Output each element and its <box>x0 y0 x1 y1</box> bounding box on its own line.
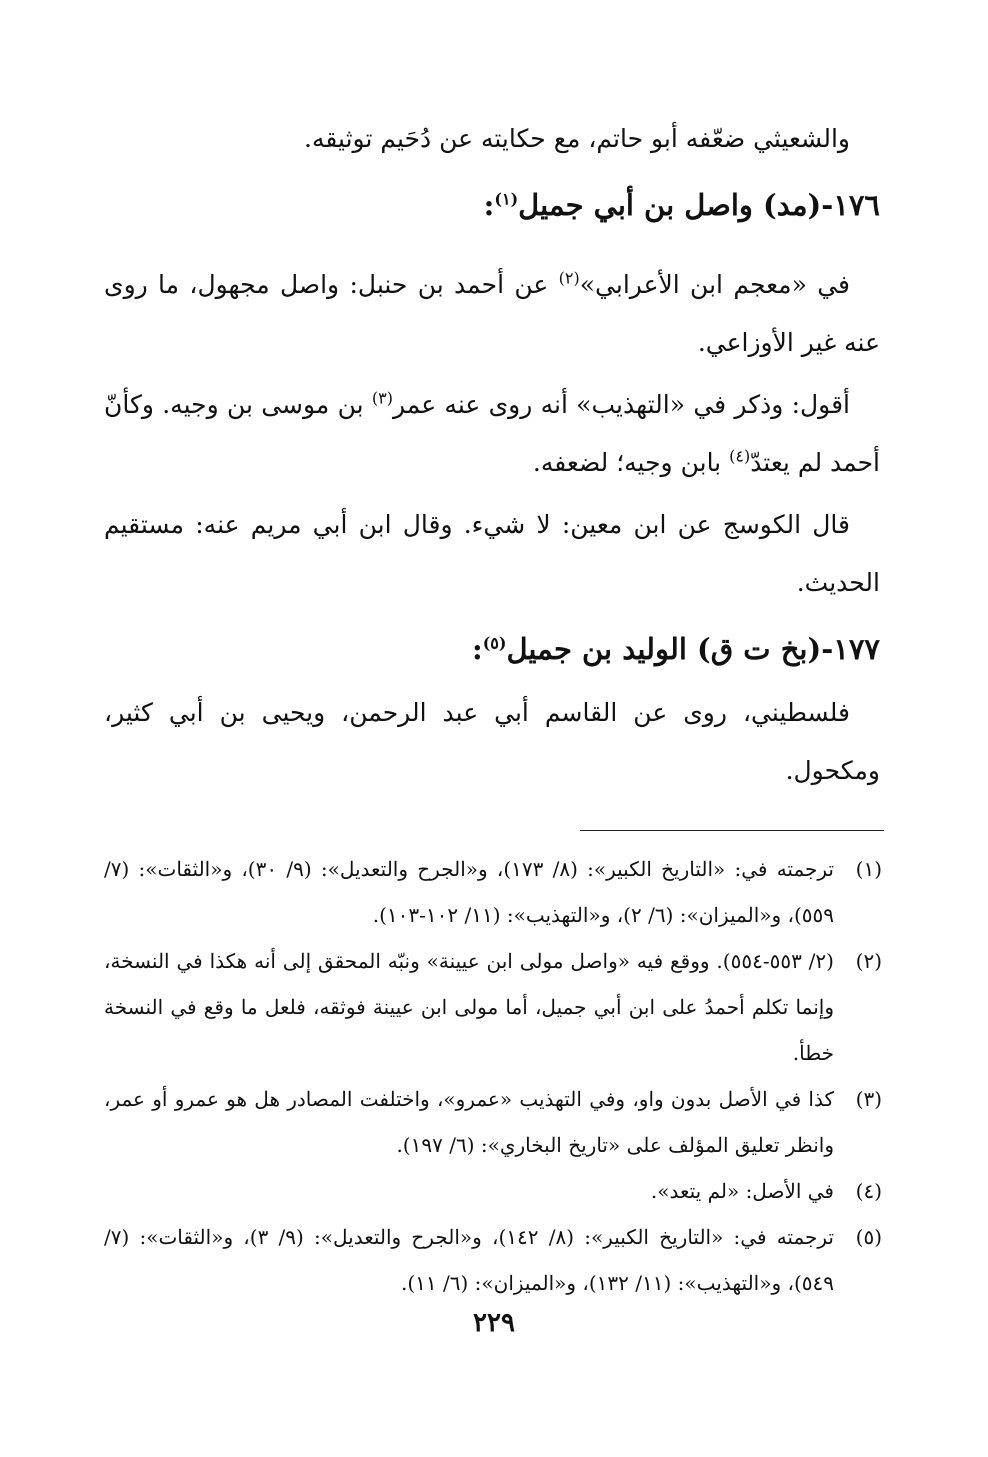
footnote-1 <box>104 846 882 938</box>
entry-177-title: ١٧٧-(بخ ت ق) الوليد بن جميل <box>506 632 880 666</box>
entry-177-paragraph-1 <box>104 684 880 800</box>
paragraph-text: بن موسى بن وجيه. وكأنّ أحمد لم يعتدّ <box>104 390 880 477</box>
heading-colon: : <box>483 188 495 222</box>
entry-177-heading <box>104 620 880 678</box>
entry-176-paragraph-3 <box>104 496 880 612</box>
footnote-number: (٣) <box>855 1087 882 1111</box>
paragraph-text: في «معجم ابن الأعرابي» <box>579 270 850 299</box>
footnote-text: كذا في الأصل بدون واو، وفي التهذيب «عمرو»، واختلفت المصادر هل هو عمرو أو عمر، وانظر تعليق المؤلف على «تاريخ البخاري»: (٦/ ١٩٧). <box>104 1087 834 1157</box>
footnote-text: (٢/ ٥٥٣-٥٥٤). ووقع فيه «واصل مولى ابن عيينة» ونبّه المحقق إلى أنه هكذا في النسخة، وإنما تكلم أحمدُ على ابن أبي جميل، أما مولى ابن عيينة فوثقه، فلعل ما وقع في النسخة خطأ. <box>104 949 834 1065</box>
footnote-ref-4[interactable]: (٤) <box>729 446 751 466</box>
footnote-text: في الأصل: «لم يتعد». <box>650 1179 834 1203</box>
footnotes-section <box>104 846 882 1306</box>
entry-176-title: ١٧٦-(مد) واصل بن أبي جميل <box>518 188 880 222</box>
footnote-text: ترجمته في: «التاريخ الكبير»: (٨/ ١٤٢)، و«الجرح والتعديل»: (٩/ ٣)، و«الثقات»: (٧/ ٥٤٩)، و«التهذيب»: (١١/ ١٣٢)، و«الميزان»: (٦/ ١١). <box>104 1225 834 1295</box>
paragraph-text: بابن وجيه؛ لضعفه. <box>532 448 730 477</box>
footnote-text: ترجمته في: «التاريخ الكبير»: (٨/ ١٧٣)، و«الجرح والتعديل»: (٩/ ٣٠)، و«الثقات»: (٧/ ٥٥٩)، و«الميزان»: (٦/ ٢)، و«التهذيب»: (١١/ ١٠٢-١٠٣). <box>104 857 834 927</box>
footnote-number: (٤) <box>855 1179 882 1203</box>
footnote-number: (٢) <box>855 949 882 973</box>
footnote-divider <box>580 830 884 831</box>
paragraph-text: عن أحمد بن حنبل: واصل مجهول، ما روى عنه غير الأوزاعي. <box>104 270 880 357</box>
footnote-number: (١) <box>855 857 882 881</box>
footnote-ref-2[interactable]: (٢) <box>558 268 580 288</box>
entry-176-paragraph-2 <box>104 376 880 492</box>
footnote-3 <box>104 1076 882 1168</box>
footnote-4 <box>104 1168 882 1214</box>
footnote-2 <box>104 938 882 1076</box>
entry-176-paragraph-1 <box>104 256 880 372</box>
footnote-ref-5[interactable]: (٥) <box>482 633 507 653</box>
footnote-5 <box>104 1214 882 1306</box>
paragraph-text: أقول: وذكر في «التهذيب» أنه روى عنه عمر <box>392 390 850 419</box>
paragraph-text: قال الكوسج عن ابن معين: لا شيء. وقال ابن أبي مريم عنه: مستقيم الحديث. <box>104 510 880 597</box>
heading-colon: : <box>472 632 483 666</box>
paragraph-text: فلسطيني، روى عن القاسم أبي عبد الرحمن، ويحيى بن أبي كثير، ومكحول. <box>104 698 880 785</box>
intro-paragraph <box>104 110 880 168</box>
page-number: ٢٢٩ <box>473 1308 515 1338</box>
footnote-number: (٥) <box>855 1225 882 1249</box>
footnote-ref-1[interactable]: (١) <box>494 189 519 209</box>
footnote-ref-3[interactable]: (٣) <box>371 388 393 408</box>
intro-text: والشعيثي ضعّفه أبو حاتم، مع حكايته عن دُحَيم توثيقه. <box>304 124 850 153</box>
entry-176-heading <box>104 176 880 234</box>
